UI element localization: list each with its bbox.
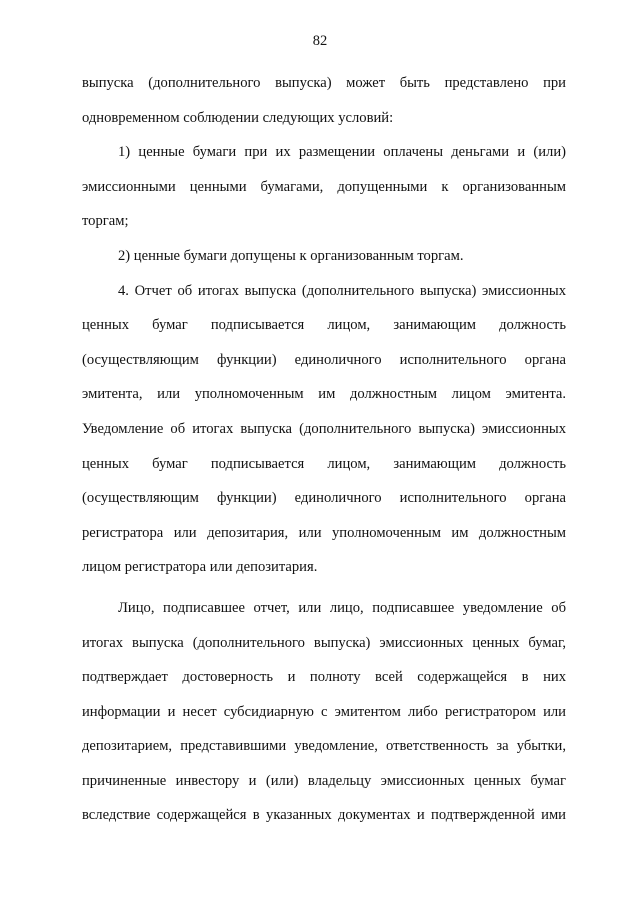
text-line: ценных бумаг подписывается лицом, занимающим должность — [82, 455, 566, 472]
text-line: вследствие содержащейся в указанных документах и подтвержденной ими — [82, 807, 566, 824]
text-line: одновременном соблюдении следующих условий: — [82, 109, 394, 126]
text-line: итогах выпуска (дополнительного выпуска) эмиссионных ценных бумаг, — [82, 634, 566, 651]
text-line: причиненные инвестору и (или) владельцу эмиссионных ценных бумаг — [82, 772, 566, 789]
text-line: регистратора или депозитария, или уполномоченным им должностным — [82, 524, 566, 541]
text-line: подтверждает достоверность и полноту всей содержащейся в них — [82, 669, 566, 686]
page-number: 82 — [312, 33, 328, 49]
text-line: эмитента, или уполномоченным им должностным лицом эмитента. — [82, 386, 566, 403]
text-line: депозитарием, представившими уведомление, ответственность за убытки, — [82, 738, 566, 755]
text-line: 2) ценные бумаги допущены к организованным торгам. — [118, 247, 464, 264]
text-line: (осуществляющим функции) единоличного исполнительного органа — [82, 351, 566, 368]
text-line: Уведомление об итогах выпуска (дополнительного выпуска) эмиссионных — [82, 420, 566, 437]
text-line: Лицо, подписавшее отчет, или лицо, подписавшее уведомление об — [118, 599, 566, 616]
text-line: торгам; — [82, 213, 129, 230]
text-line: 4. Отчет об итогах выпуска (дополнительного выпуска) эмиссионных — [118, 282, 566, 299]
text-line: информации и несет субсидиарную с эмитентом либо регистратором или — [82, 703, 566, 720]
text-line: 1) ценные бумаги при их размещении оплачены деньгами и (или) — [118, 144, 566, 161]
text-line: лицом регистратора или депозитария. — [82, 559, 318, 576]
text-line: (осуществляющим функции) единоличного исполнительного органа — [82, 490, 566, 507]
text-line: эмиссионными ценными бумагами, допущенными к организованным — [82, 178, 566, 195]
body-text — [82, 66, 566, 833]
text-line: выпуска (дополнительного выпуска) может быть представлено при — [82, 75, 566, 91]
text-line: ценных бумаг подписывается лицом, занимающим должность — [82, 317, 566, 334]
